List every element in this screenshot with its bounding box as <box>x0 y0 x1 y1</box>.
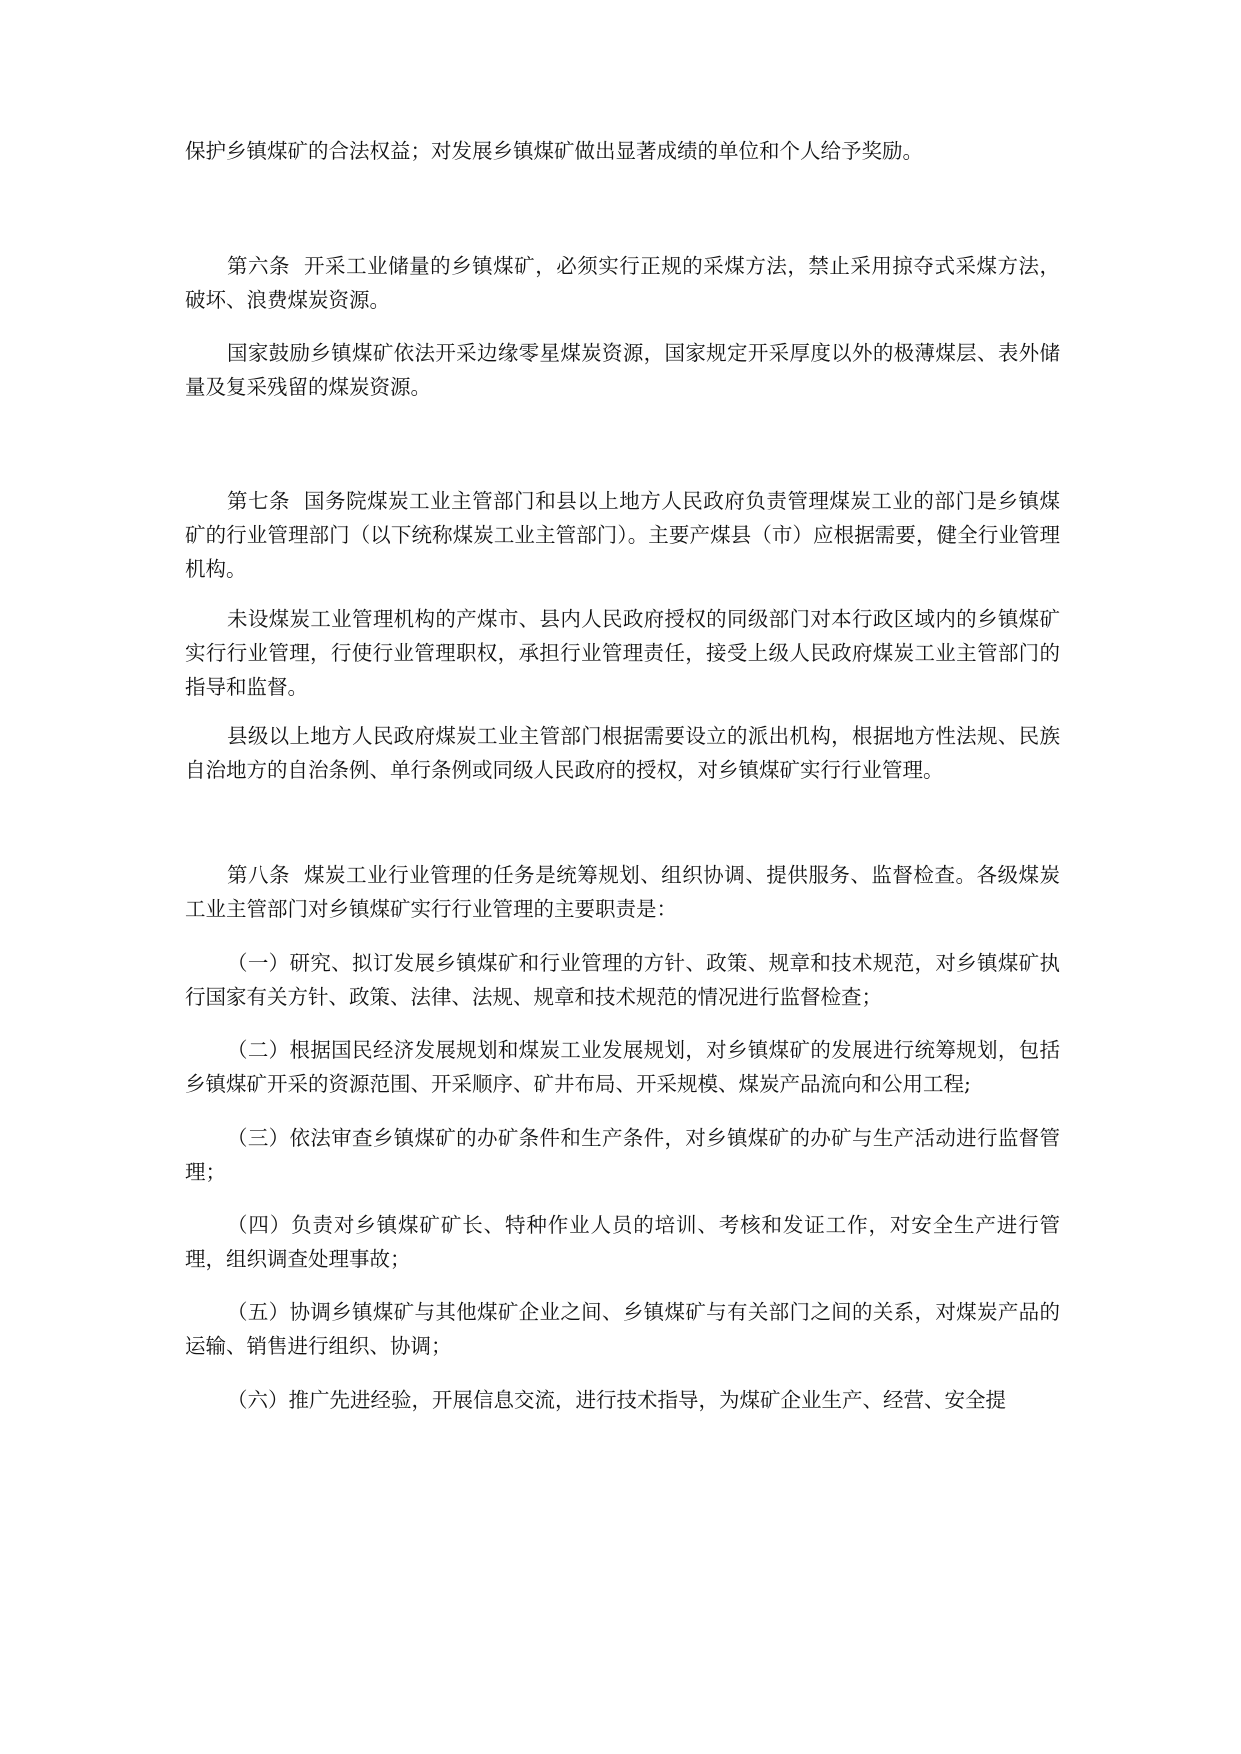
paragraph-text: （四）负责对乡镇煤矿矿长、特种作业人员的培训、考核和发证工作，对安全生产进行管理，组织调查处理事故； <box>185 1213 1060 1271</box>
paragraph-text: （五）协调乡镇煤矿与其他煤矿企业之间、乡镇煤矿与有关部门之间的关系，对煤炭产品的运输、销售进行组织、协调； <box>185 1300 1060 1358</box>
paragraph-text: 未设煤炭工业管理机构的产煤市、县内人民政府授权的同级部门对本行政区域内的乡镇煤矿实行行业管理，行使行业管理职权，承担行业管理责任，接受上级人民政府煤炭工业主管部门的指导和监督。 <box>185 607 1060 699</box>
article-8-item-2 <box>185 1033 1060 1101</box>
paragraph-text: 县级以上地方人民政府煤炭工业主管部门根据需要设立的派出机构，根据地方性法规、民族自治地方的自治条例、单行条例或同级人民政府的授权，对乡镇煤矿实行行业管理。 <box>185 724 1060 782</box>
article-8-item-3 <box>185 1121 1060 1189</box>
article-7-paragraph <box>185 484 1060 586</box>
article-8-item-4 <box>185 1208 1060 1276</box>
paragraph-text: 保护乡镇煤矿的合法权益；对发展乡镇煤矿做出显著成绩的单位和个人给予奖励。 <box>185 139 923 163</box>
paragraph-text: （三）依法审查乡镇煤矿的办矿条件和生产条件，对乡镇煤矿的办矿与生产活动进行监督管理； <box>185 1126 1060 1184</box>
article-heading: 第八条 <box>227 863 291 887</box>
paragraph-continuation <box>185 134 1060 168</box>
paragraph-text: （六）推广先进经验，开展信息交流，进行技术指导，为煤矿企业生产、经营、安全提 <box>227 1388 1006 1412</box>
article-7-clause-2 <box>185 602 1060 704</box>
article-heading: 第七条 <box>227 489 291 513</box>
paragraph-text: （一）研究、拟订发展乡镇煤矿和行业管理的方针、政策、规章和技术规范，对乡镇煤矿执行国家有关方针、政策、法律、法规、规章和技术规范的情况进行监督检查； <box>185 951 1060 1009</box>
article-heading: 第六条 <box>227 254 291 278</box>
article-7-clause-3 <box>185 719 1060 787</box>
article-6-paragraph <box>185 249 1060 317</box>
article-8-paragraph <box>185 858 1060 926</box>
paragraph-text: 国务院煤炭工业主管部门和县以上地方人民政府负责管理煤炭工业的部门是乡镇煤矿的行业管理部门（以下统称煤炭工业主管部门）。主要产煤县（市）应根据需要，健全行业管理机构。 <box>185 489 1061 581</box>
article-6-clause-2 <box>185 336 1060 404</box>
paragraph-text: 国家鼓励乡镇煤矿依法开采边缘零星煤炭资源，国家规定开采厚度以外的极薄煤层、表外储量及复采残留的煤炭资源。 <box>185 341 1060 399</box>
paragraph-text: 煤炭工业行业管理的任务是统筹规划、组织协调、提供服务、监督检查。各级煤炭工业主管部门对乡镇煤矿实行行业管理的主要职责是： <box>185 863 1061 921</box>
article-8-item-1 <box>185 946 1060 1014</box>
paragraph-text: （二）根据国民经济发展规划和煤炭工业发展规划，对乡镇煤矿的发展进行统筹规划，包括乡镇煤矿开采的资源范围、开采顺序、矿井布局、开采规模、煤炭产品流向和公用工程; <box>185 1038 1060 1096</box>
paragraph-text: 开采工业储量的乡镇煤矿，必须实行正规的采煤方法，禁止采用掠夺式采煤方法，破坏、浪费煤炭资源。 <box>185 254 1061 312</box>
article-8-item-5 <box>185 1295 1060 1363</box>
article-8-item-6 <box>185 1383 1060 1417</box>
